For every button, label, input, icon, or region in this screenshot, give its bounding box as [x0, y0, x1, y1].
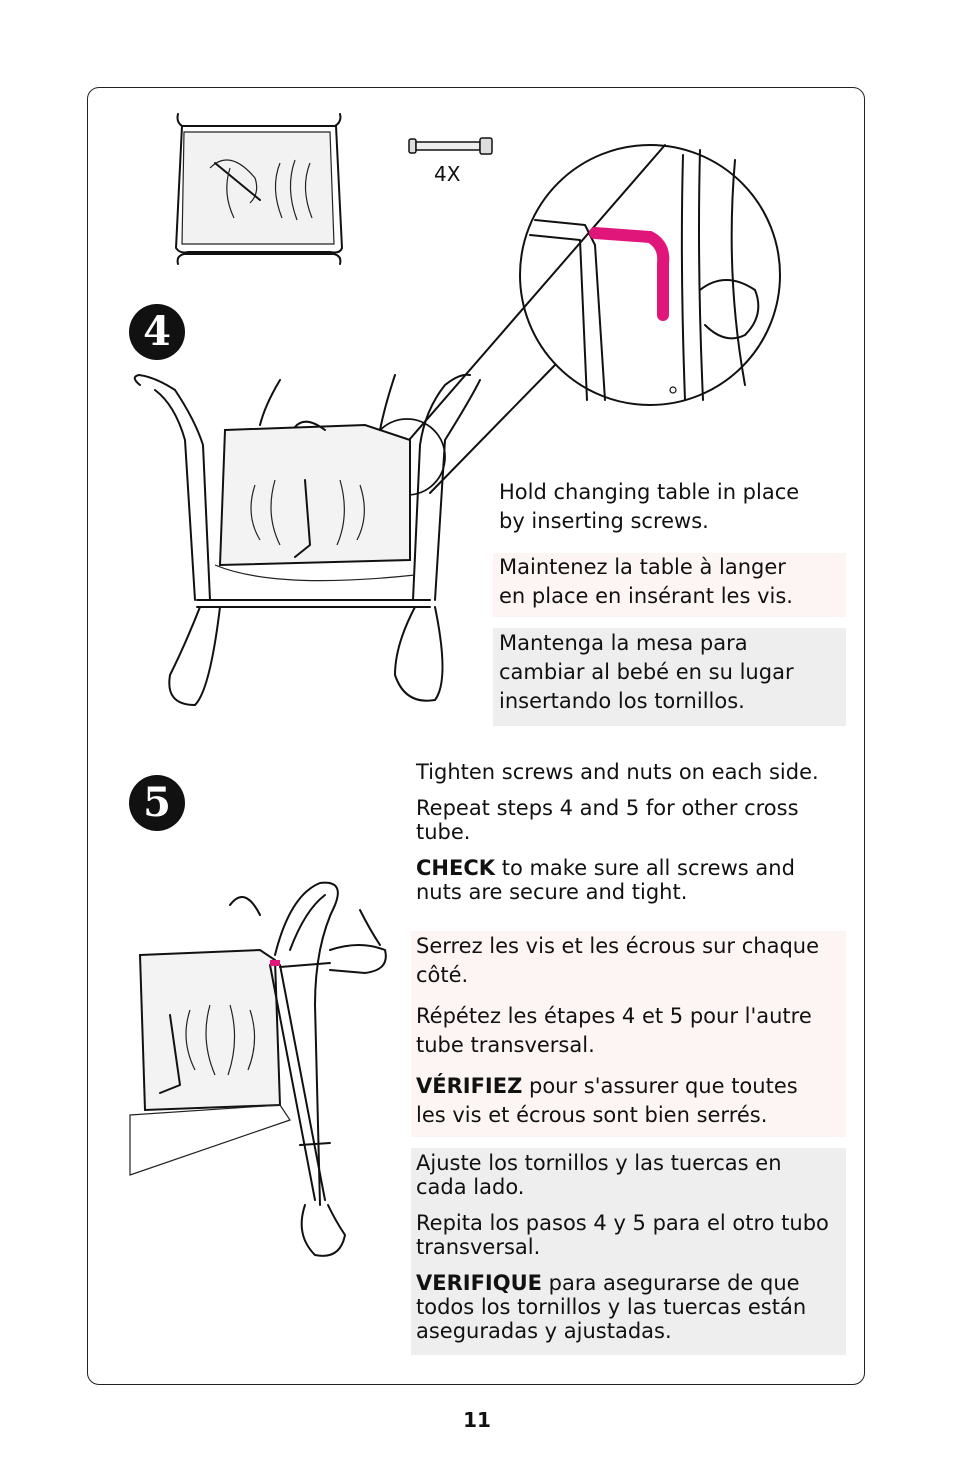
step-5-text-en — [416, 760, 836, 904]
step-5-en-line-1: Tighten screws and nuts on each side. — [416, 760, 819, 784]
step-5-fr-line-2: Répétez les étapes 4 et 5 pour l'autre tube transversal. — [416, 1004, 812, 1057]
step-5-illustration — [130, 875, 400, 1260]
check-text: to make sure all screws and nuts are secure and tight. — [416, 856, 795, 904]
check-keyword: CHECK — [416, 856, 496, 880]
step-4-es-line-1: Mantenga la mesa para — [499, 631, 748, 655]
verifiez-text: pour s'assurer que toutes les vis et écrous sont bien serrés. — [416, 1074, 798, 1127]
step-4-text-fr — [499, 553, 793, 611]
step-4-text-es — [499, 629, 794, 716]
step-5-text-fr — [416, 932, 821, 1130]
verifique-keyword: VERIFIQUE — [416, 1271, 542, 1295]
step-4-badge: 4 — [129, 304, 185, 360]
step-5-badge: 5 — [129, 775, 185, 831]
step-5-text-es — [416, 1151, 836, 1343]
step-4-illustration — [125, 145, 785, 710]
step-5-en-line-2: Repeat steps 4 and 5 for other cross tube. — [416, 796, 799, 844]
step-4-es-line-2: cambiar al bebé en su lugar — [499, 660, 794, 684]
verifiez-keyword: VÉRIFIEZ — [416, 1074, 523, 1098]
step-5-fr-check — [416, 1072, 821, 1130]
hardware-qty-label: 4X — [434, 162, 461, 186]
step-5-en-check — [416, 856, 836, 904]
page-number: 11 — [463, 1408, 491, 1432]
step-5-es-line-2: Repita los pasos 4 y 5 para el otro tubo transversal. — [416, 1211, 829, 1259]
step-5-fr-line-1: Serrez les vis et les écrous sur chaque côté. — [416, 934, 820, 987]
step-4-fr-line-1: Maintenez la table à langer — [499, 555, 786, 579]
verifique-text: para asegurarse de que todos los tornillos y las tuercas están aseguradas y ajustadas. — [416, 1271, 807, 1343]
step-4-es-line-3: insertando los tornillos. — [499, 689, 745, 713]
step-4-fr-line-2: en place en insérant les vis. — [499, 584, 793, 608]
step-5-es-line-1: Ajuste los tornillos y las tuercas en cada lado. — [416, 1151, 782, 1199]
step-4-text-en — [499, 478, 799, 536]
step-4-en-line-1: Hold changing table in place — [499, 480, 800, 504]
step-4-en-line-2: by inserting screws. — [499, 509, 709, 533]
step-5-es-check — [416, 1271, 836, 1343]
